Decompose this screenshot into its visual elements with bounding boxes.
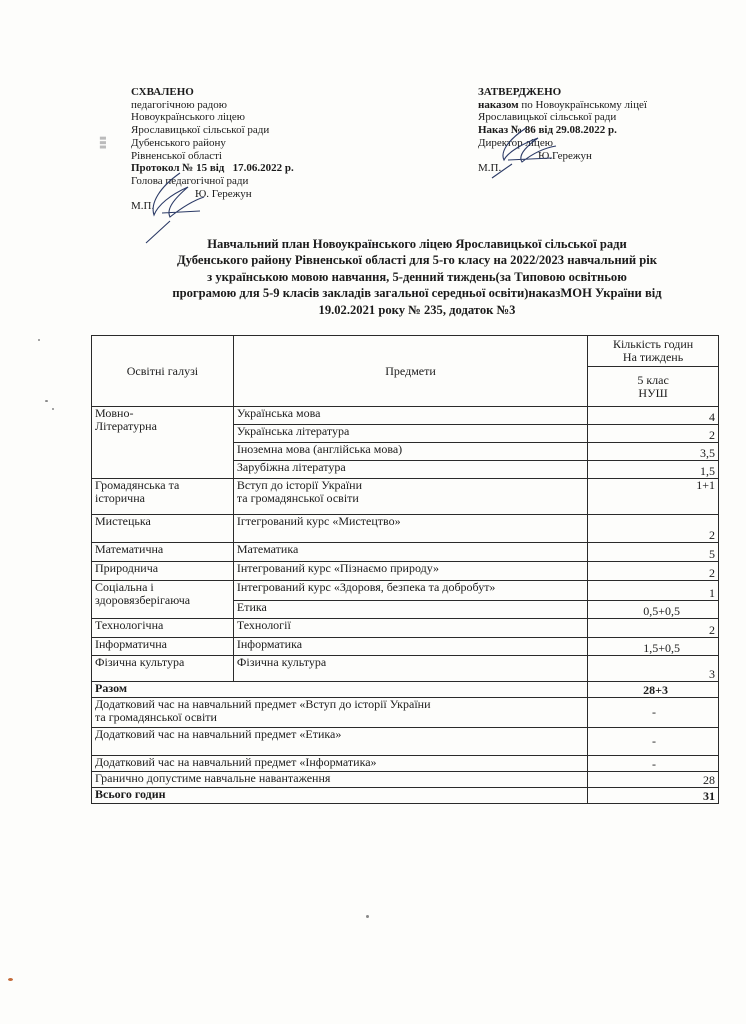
director-name: Ю.Гережун [538, 149, 592, 162]
extra-row [92, 728, 719, 756]
subject-cell: Ігтегрований курс «Мистецтво» [233, 515, 587, 543]
title-line: Дубенського району Рівненської області для 5-го класу на 2022/2023 навчальний рік [177, 253, 657, 268]
area-line: Мовно- [95, 406, 134, 420]
header-hours-line2: На тиждень [622, 350, 684, 364]
grand-total-row [92, 788, 719, 804]
signer-name: Ю. Гережун [195, 187, 252, 200]
grand-total-label: Всього годин [92, 788, 588, 804]
subject-cell: Математика [233, 543, 587, 562]
extra-label [92, 698, 588, 728]
extra-line: та громадянської освіти [95, 710, 217, 724]
area-cell: Мистецька [92, 515, 234, 543]
area-line: Громадянська та [95, 478, 180, 492]
table-row [92, 656, 719, 682]
hours-cell: 2 [588, 562, 719, 581]
table-row [92, 407, 719, 425]
limit-label: Гранично допустиме навчальне навантаження [92, 772, 588, 788]
speck [366, 915, 369, 918]
subject-cell: Технології [233, 619, 587, 638]
title-line: Навчальний план Новоукраїнського ліцею Ярославицької сільської ради [207, 237, 627, 251]
table-row [92, 638, 719, 656]
total-label: Разом [92, 682, 588, 698]
area-line: Соціальна і [95, 580, 154, 594]
subject-cell: Зарубіжна література [233, 461, 587, 479]
protocol-number: 15 [196, 162, 208, 175]
protocol-from: від [209, 162, 225, 175]
table-header-row [92, 336, 719, 367]
grand-total-value: 31 [588, 788, 719, 804]
subject-cell: Українська література [233, 425, 587, 443]
extra-value: - [588, 728, 719, 756]
order-prefix: наказом [478, 98, 519, 111]
subject-cell: Українська мова [233, 407, 587, 425]
hours-cell: 3,5 [588, 443, 719, 461]
hours-cell: 2 [588, 619, 719, 638]
area-cell [92, 407, 234, 479]
extra-row [92, 756, 719, 772]
approval-line: педагогічною радою [131, 98, 227, 111]
area-cell: Інформатична [92, 638, 234, 656]
subject-line: та громадянської освіти [236, 491, 359, 505]
hours-cell: 1+1 [588, 479, 719, 515]
subject-cell: Інтегрований курс «Здоровя, безпека та добробут» [233, 581, 587, 601]
area-cell: Технологічна [92, 619, 234, 638]
area-line: історична [95, 491, 145, 505]
area-line: Літературна [95, 419, 157, 433]
area-cell [92, 581, 234, 619]
title-line: 19.02.2021 року № 235, додаток №3 [318, 302, 516, 317]
subject-cell: Фізична культура [233, 656, 587, 682]
approval-line: Дубенського району [131, 136, 226, 149]
header-hours-line1: Кількість годин [612, 337, 694, 351]
area-cell [92, 479, 234, 515]
table-row [92, 515, 719, 543]
area-cell: Математична [92, 543, 234, 562]
protocol-line [131, 162, 361, 175]
hours-cell: 0,5+0,5 [588, 601, 719, 619]
seal-label: М.П. [131, 200, 155, 213]
subject-cell [233, 479, 587, 515]
hours-cell: 4 [588, 407, 719, 425]
faint-stamp-mark: ▮▮▮ [98, 135, 108, 150]
speck [8, 978, 13, 981]
signer-title: Голова педагогічної ради [131, 174, 249, 187]
hours-cell: 2 [588, 425, 719, 443]
subject-cell: Інформатика [233, 638, 587, 656]
table-row [92, 619, 719, 638]
speck [38, 339, 40, 341]
approved-heading: СХВАЛЕНО [131, 86, 194, 98]
extra-label: Додатковий час на навчальний предмет «Інформатика» [92, 756, 588, 772]
approval-line: Ярославицької сільської ради [131, 124, 270, 137]
total-value: 28+3 [588, 682, 719, 698]
order-line [478, 99, 728, 112]
extra-label: Додатковий час на навчальний предмет «Етика» [92, 728, 588, 756]
area-line: здоровязберігаюча [95, 593, 191, 607]
header-area: Освітні галузі [92, 336, 234, 407]
title-line: програмою для 5-9 класів закладів загальної середньої освіти)наказМОН України від [172, 286, 662, 301]
subject-line: Вступ до історії України [236, 478, 363, 492]
limit-value: 28 [588, 772, 719, 788]
hours-cell: 2 [588, 515, 719, 543]
hours-cell: 1,5 [588, 461, 719, 479]
header-subjects: Предмети [233, 336, 587, 407]
approved-heading-right: ЗАТВЕРДЖЕНО [478, 86, 562, 98]
limit-row [92, 772, 719, 788]
approval-line: Рівненської області [131, 149, 222, 162]
document-title [112, 236, 722, 318]
extra-value: - [588, 698, 719, 728]
extra-value: - [588, 756, 719, 772]
table-row [92, 479, 719, 515]
council-line: Ярославицької сільської ради [478, 111, 617, 124]
header-class-line1: 5 клас [637, 372, 669, 387]
speck [45, 400, 48, 402]
approval-block-left [131, 86, 361, 213]
hours-cell: 5 [588, 543, 719, 562]
header-hours [588, 336, 719, 367]
subject-cell: Етика [233, 601, 587, 619]
area-cell: Природнича [92, 562, 234, 581]
protocol-prefix: Протокол № [131, 162, 194, 175]
table-row [92, 581, 719, 601]
approval-line: Новоукраїнського ліцею [131, 111, 246, 124]
total-row [92, 682, 719, 698]
extra-row [92, 698, 719, 728]
seal-label-right: М.П. [478, 162, 502, 175]
order-number-line: Наказ № 86 від 29.08.2022 р. [478, 124, 617, 137]
protocol-date: 17.06.2022 р. [232, 162, 294, 175]
approval-block-right [478, 86, 728, 175]
extra-line: Додатковий час на навчальний предмет «Вступ до історії України [95, 697, 431, 711]
hours-cell: 1,5+0,5 [588, 638, 719, 656]
hours-cell: 3 [588, 656, 719, 682]
subject-cell: Іноземна мова (англійська мова) [233, 443, 587, 461]
header-class-line2: НУШ [638, 385, 668, 400]
director-title: Директор ліцею [478, 136, 553, 149]
speck [52, 408, 54, 410]
subject-cell: Інтегрований курс «Пізнаємо природу» [233, 562, 587, 581]
curriculum-table [91, 335, 719, 804]
hours-cell: 1 [588, 581, 719, 601]
order-rest: по Новоукраїнському ліцеї [521, 98, 647, 111]
table-row [92, 562, 719, 581]
title-line: з українською мовою навчання, 5-денний тиждень(за Типовою освітньою [207, 269, 627, 284]
table-row [92, 543, 719, 562]
header-class [588, 367, 719, 407]
area-cell: Фізична культура [92, 656, 234, 682]
